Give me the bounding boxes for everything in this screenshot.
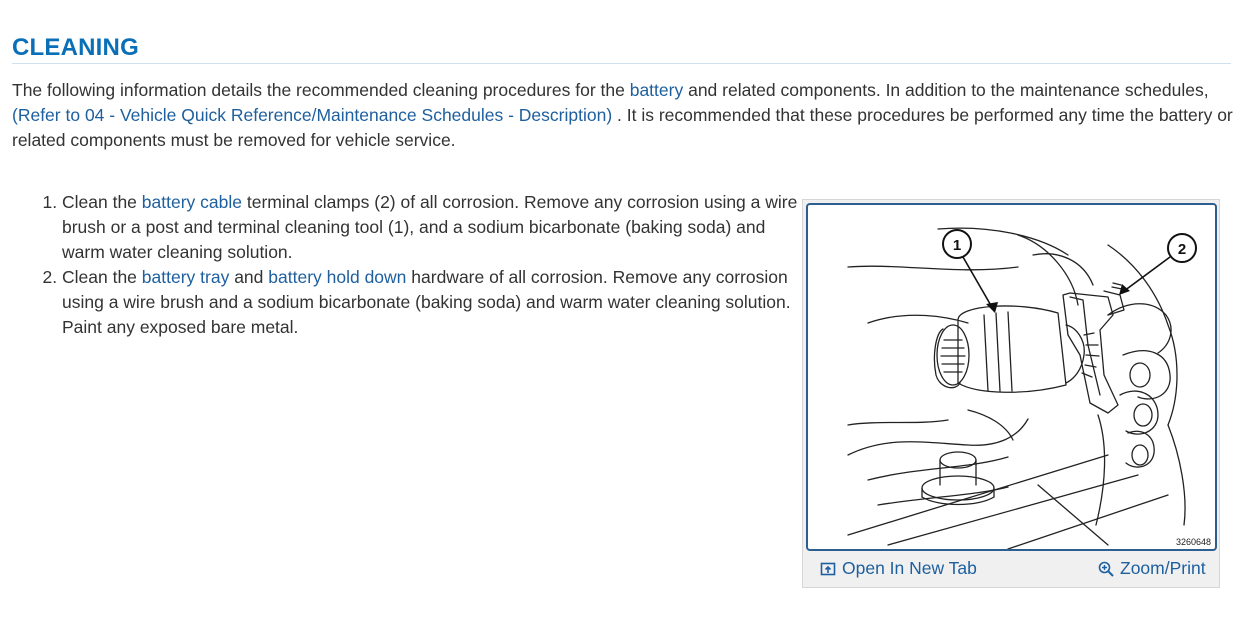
figure-illustration[interactable] xyxy=(806,203,1217,551)
battery-link[interactable]: battery xyxy=(629,80,684,100)
section-heading: CLEANING xyxy=(12,34,139,61)
open-in-new-tab-button[interactable] xyxy=(820,558,977,579)
callout-2-label: 2 xyxy=(1177,241,1187,258)
step-2-text-2: and xyxy=(229,267,269,287)
zoom-print-button[interactable] xyxy=(1098,558,1206,579)
cleaning-steps-list xyxy=(42,190,802,340)
battery-terminal-cleaning-illustration xyxy=(808,205,1215,549)
list-item xyxy=(62,265,802,340)
intro-paragraph xyxy=(12,78,1234,153)
battery-tray-link[interactable]: battery tray xyxy=(141,267,230,287)
zoom-print-label: Zoom/Print xyxy=(1120,558,1206,578)
figure-id: 3260648 xyxy=(1175,537,1211,547)
step-2-text-3: hardware of all corrosion. Remove any corrosion using a wire brush and a sodium bicarbonate (baking soda) and warm water cleaning solution. Paint any exposed bare metal. xyxy=(62,267,791,337)
step-1-text-1: Clean the xyxy=(62,192,142,212)
list-item xyxy=(62,190,802,265)
open-in-new-tab-label: Open In New Tab xyxy=(842,558,977,578)
callout-1-label: 1 xyxy=(952,237,962,254)
intro-text-2: and related components. In addition to the maintenance schedules, xyxy=(683,80,1209,100)
battery-hold-down-link[interactable]: battery hold down xyxy=(268,267,407,287)
maintenance-schedules-link[interactable]: (Refer to 04 - Vehicle Quick Reference/Maintenance Schedules - Description) xyxy=(12,105,613,125)
intro-text-1: The following information details the recommended cleaning procedures for the xyxy=(12,80,630,100)
step-2-text-1: Clean the xyxy=(62,267,142,287)
heading-divider xyxy=(12,63,1231,64)
open-new-tab-icon xyxy=(820,561,836,577)
step-1-text-2: terminal clamps (2) of all corrosion. Remove any corrosion using a wire brush or a post and terminal cleaning tool (1), and a sodium bicarbonate (baking soda) and warm water cleaning solution. xyxy=(62,192,798,262)
zoom-icon xyxy=(1098,561,1114,577)
intro-text-3: . It is recommended that these procedures be performed any time the battery or related components must be removed for vehicle service. xyxy=(12,105,1233,150)
battery-cable-link[interactable]: battery cable xyxy=(141,192,242,212)
